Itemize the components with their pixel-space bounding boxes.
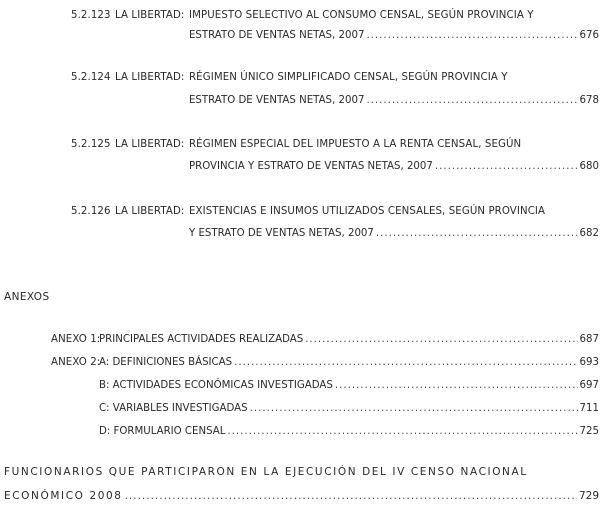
entry-region: LA LIBERTAD:	[115, 139, 185, 150]
page-number: 678	[579, 95, 599, 106]
entry-code: 5.2.125	[71, 139, 111, 150]
entry-code: 5.2.123	[71, 10, 111, 21]
anexo-label: ANEXO 1:	[51, 334, 101, 345]
dot-leader	[250, 403, 578, 415]
page-number: 680	[579, 161, 599, 172]
entry-region: LA LIBERTAD:	[115, 72, 185, 83]
entry-title-line2: ESTRATO DE VENTAS NETAS, 2007	[189, 30, 365, 41]
anexos-heading: ANEXOS	[4, 291, 50, 303]
anexo-title: D: FORMULARIO CENSAL	[99, 426, 226, 437]
toc-anexo-2b[interactable]	[99, 380, 599, 392]
anexo-title: A: DEFINICIONES BÁSICAS	[99, 357, 233, 368]
dot-leader	[366, 30, 577, 42]
entry-code: 5.2.126	[71, 206, 111, 217]
toc-anexo-1[interactable]	[99, 334, 599, 346]
dot-leader	[125, 490, 577, 502]
dot-leader	[376, 228, 578, 240]
funcionarios-heading-line2: ECONÓMICO 2008	[4, 490, 123, 502]
anexo-label: ANEXO 2:	[51, 357, 101, 368]
anexo-title: PRINCIPALES ACTIVIDADES REALIZADAS	[99, 334, 304, 345]
entry-title-line2: Y ESTRATO DE VENTAS NETAS, 2007	[189, 228, 374, 239]
entry-title-line1: RÉGIMEN ÚNICO SIMPLIFICADO CENSAL, SEGÚN PROVINCIA Y	[189, 72, 508, 83]
toc-entry-5-2-125[interactable]	[189, 161, 599, 173]
anexo-title: B: ACTIVIDADES ECONÓMICAS INVESTIGADAS	[99, 380, 333, 391]
entry-region: LA LIBERTAD:	[115, 206, 185, 217]
entry-code: 5.2.124	[71, 72, 111, 83]
entry-title-line1: IMPUESTO SELECTIVO AL CONSUMO CENSAL, SEGÚN PROVINCIA Y	[189, 10, 534, 21]
page-number: 682	[579, 228, 599, 239]
toc-entry-5-2-126[interactable]	[189, 228, 599, 240]
funcionarios-heading-line1: FUNCIONARIOS QUE PARTICIPARON EN LA EJECUCIÓN DEL IV CENSO NACIONAL	[4, 466, 528, 478]
entry-region: LA LIBERTAD:	[115, 10, 185, 21]
entry-title-line1: EXISTENCIAS E INSUMOS UTILIZADOS CENSALES, SEGÚN PROVINCIA	[189, 206, 546, 217]
dot-leader	[227, 426, 577, 438]
toc-entry-5-2-124[interactable]	[189, 95, 599, 107]
toc-entry-5-2-123[interactable]	[189, 30, 599, 42]
page-number: 687	[579, 334, 599, 345]
page-number: 725	[579, 426, 599, 437]
entry-title-line1: RÉGIMEN ESPECIAL DEL IMPUESTO A LA RENTA CENSAL, SEGÚN	[189, 139, 522, 150]
page-number: 711	[579, 403, 599, 414]
dot-leader	[305, 334, 577, 346]
page-number: 729	[578, 490, 599, 502]
dot-leader	[335, 380, 578, 392]
dot-leader	[366, 95, 577, 107]
page-number: 693	[579, 357, 599, 368]
toc-anexo-2a[interactable]	[99, 357, 599, 369]
entry-title-line2: ESTRATO DE VENTAS NETAS, 2007	[189, 95, 365, 106]
page-number: 697	[579, 380, 599, 391]
dot-leader	[234, 357, 577, 369]
toc-anexo-2c[interactable]	[99, 403, 599, 415]
toc-anexo-2d[interactable]	[99, 426, 599, 438]
toc-funcionarios[interactable]	[4, 490, 599, 502]
dot-leader	[435, 161, 578, 173]
entry-title-line2: PROVINCIA Y ESTRATO DE VENTAS NETAS, 2007	[189, 161, 433, 172]
anexo-title: C: VARIABLES INVESTIGADAS	[99, 403, 248, 414]
page-number: 676	[579, 30, 599, 41]
